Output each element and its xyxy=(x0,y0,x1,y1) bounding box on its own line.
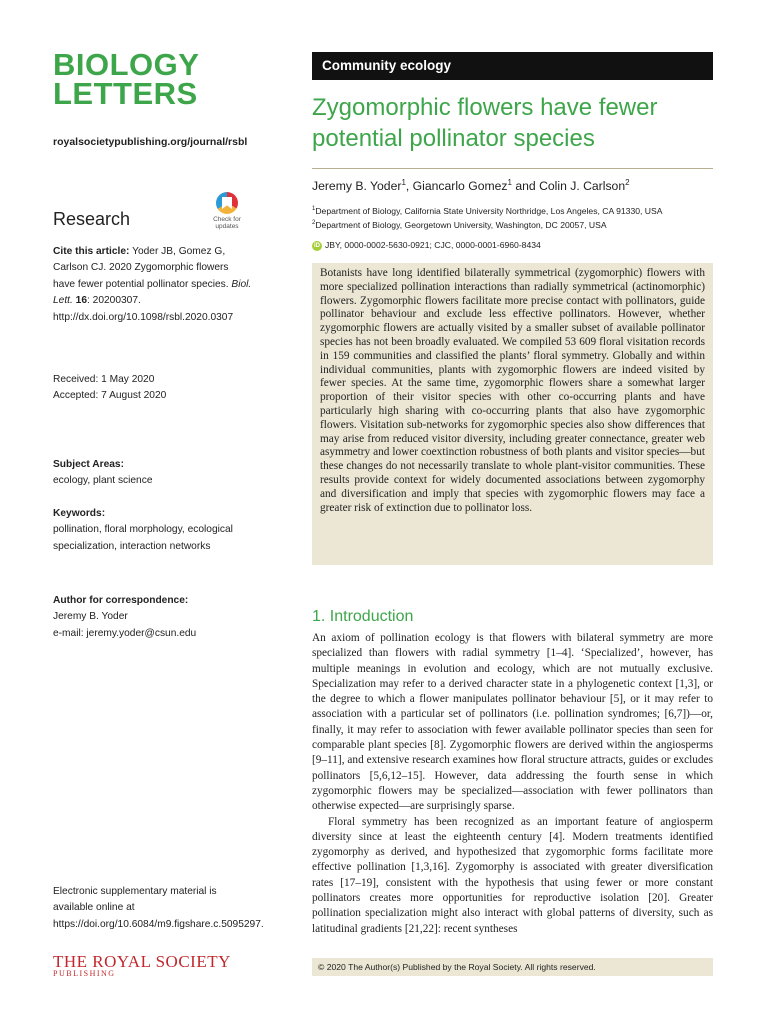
paragraph: Floral symmetry has been recognized as an important feature of angiosperm diversity since at least the eighteenth century [4]. Modern treatments identified zygomorphy as derived, and hypothesized that zygomorphic forms facilitate more effective pollination [1,3,16]. Zygomorphy is associated with greater diversification rates [17–19], consistent with the hypothesis that using fewer or more constant pollinators creates more opportunities for reproductive isolation [20]. Greater pollination specialization might also interact with global patterns of diversity, such as latitudinal gradients [21,22]: recent syntheses xyxy=(312,815,713,935)
journal-url-link[interactable]: royalsocietypublishing.org/journal/rsbl xyxy=(53,136,248,148)
section-header: Community ecology xyxy=(312,52,713,80)
cite-doi-link[interactable]: http://dx.doi.org/10.1098/rsbl.2020.0307 xyxy=(53,311,234,323)
subject-text: ecology, plant science xyxy=(53,475,153,487)
orcid-ids: JBY, 0000-0002-5630-0921; CJC, 0000-0001-6960-8434 xyxy=(325,240,541,250)
publisher-logo: THE ROYAL SOCIETY xyxy=(53,952,231,971)
cite-text: Yoder JB, Gomez G, Carlson CJ. 2020 Zygomorphic flowers have fewer potential pollinator species. xyxy=(53,246,229,290)
accepted-date: Accepted: 7 August 2020 xyxy=(53,390,167,402)
check-for-updates-button[interactable] xyxy=(205,192,249,234)
citation-block xyxy=(53,244,253,326)
correspondence-label: Author for correspondence: xyxy=(53,595,189,606)
affiliation-1: $^1$Department of Biology, California State University Northridge, Los Angeles, CA 91330, USA xyxy=(312,206,663,216)
received-date: Received: 1 May 2020 xyxy=(53,374,155,385)
cite-journal: Biol. Lett. xyxy=(53,278,252,307)
author-name: Giancarlo Gomez xyxy=(412,179,508,194)
cite-volume: 16 xyxy=(75,295,88,307)
correspondence-email[interactable]: e-mail: jeremy.yoder@csun.edu xyxy=(53,627,197,639)
subject-areas xyxy=(53,457,253,490)
article-type: Research xyxy=(53,209,131,229)
subject-label: Subject Areas: xyxy=(53,459,124,470)
keywords xyxy=(53,506,233,555)
check-updates-label: Check for updates xyxy=(213,216,241,230)
correspondence-name: Jeremy B. Yoder xyxy=(53,611,128,623)
cite-number: : 20200307. xyxy=(87,295,141,307)
article-title: Zygomorphic flowers have fewer potential pollinator species xyxy=(312,94,658,152)
journal-name-line2: LETTERS xyxy=(53,76,198,111)
author-list: Jeremy B. Yoder$^1$, Giancarlo Gomez$^1$ and Colin J. Carlson$^2$ xyxy=(312,178,630,194)
keywords-text: pollination, floral morphology, ecological specialization, interaction networks xyxy=(53,524,233,552)
paragraph: An axiom of pollination ecology is that flowers with bilateral symmetry are more specialized than flowers with radial symmetry [1–4]. ‘Specialized’, however, has multiple meanings in evolution and ecology, which are not mutually exclusive. Specialization may refer to a derived character state in a phylogenetic context [1,3], or the degree to which a flower manipulates pollinator behaviour [5], or it may refer to association with a particular set of pollinators (i.e. pollination syndromes; [6,7])—or, finally, it may refer to association with fewer available pollinator species than seen for comparable plant species [8]. Zygomorphic flowers are derived within the angiosperms [9–11], and extensive research examines how floral structure attracts, guides or excludes pollinators [5,6,12–15]. However, data addressing the fourth sense in which zygomorphic flowers may be specialized—association with fewer pollinators than otherwise expected—are surprisingly sparse. xyxy=(312,632,713,813)
publisher-sub: PUBLISHING xyxy=(53,969,116,978)
section-heading: 1. Introduction xyxy=(312,608,414,625)
keywords-label: Keywords: xyxy=(53,508,106,519)
affiliation-2: $^2$Department of Biology, Georgetown University, Washington, DC 20057, USA xyxy=(312,220,607,230)
author-name: Colin J. Carlson xyxy=(539,179,626,194)
title-divider xyxy=(312,168,713,169)
abstract-box: Botanists have long identified bilaterally symmetrical (zygomorphic) flowers with more specialized pollination interactions than radially symmetrical (actinomorphic) flowers. Zygomorphic flowers facilitate more precise contact with pollinators, guide pollinator behaviour and exclude less effective pollinators. However, whether zygomorphic flowers are actually visited by a smaller subset of available pollinator species has not been broadly evaluated. We compiled 53 609 floral visitation records in 159 communities and classified the plants’ floral symmetry. Globally and within individual communities, plants with zygomorphic flowers are indeed visited by fewer species. At the same time, zygomorphic flowers share a somewhat larger proportion of their visitor species with other co-occurring plants and have particularly high sharing with co-occurring plants that also have zygomorphic flowers. Visitation sub-networks for zygomorphic species also show differences that may arise from reduced visitor diversity, including greater connectance, greater web asymmetry and lower coextinction robustness of both plants and visitor species—but these changes do not necessarily translate to whole plant-visitor communities. These results provide context for widely documented associations between zygomorphy and diversification and imply that species with zygomorphic flowers may face a greater risk of extinction due to pollinator loss. xyxy=(312,263,713,565)
dates-block xyxy=(53,372,253,405)
author-name: Jeremy B. Yoder xyxy=(312,179,402,194)
journal-name-line1: BIOLOGY xyxy=(53,47,200,82)
supplementary-note: Electronic supplementary material is available online at https://doi.org/10.6084/m9.figshare.c.5095297. xyxy=(53,886,264,930)
copyright-footer: © 2020 The Author(s) Published by the Royal Society. All rights reserved. xyxy=(312,958,713,976)
orcid-icon[interactable]: iD xyxy=(314,242,320,249)
body-text xyxy=(312,631,713,937)
correspondence xyxy=(53,593,253,642)
cite-label: Cite this article: xyxy=(53,246,130,257)
bookmark-icon xyxy=(216,192,238,214)
journal-logo xyxy=(53,47,200,111)
orcid-line xyxy=(312,240,541,251)
